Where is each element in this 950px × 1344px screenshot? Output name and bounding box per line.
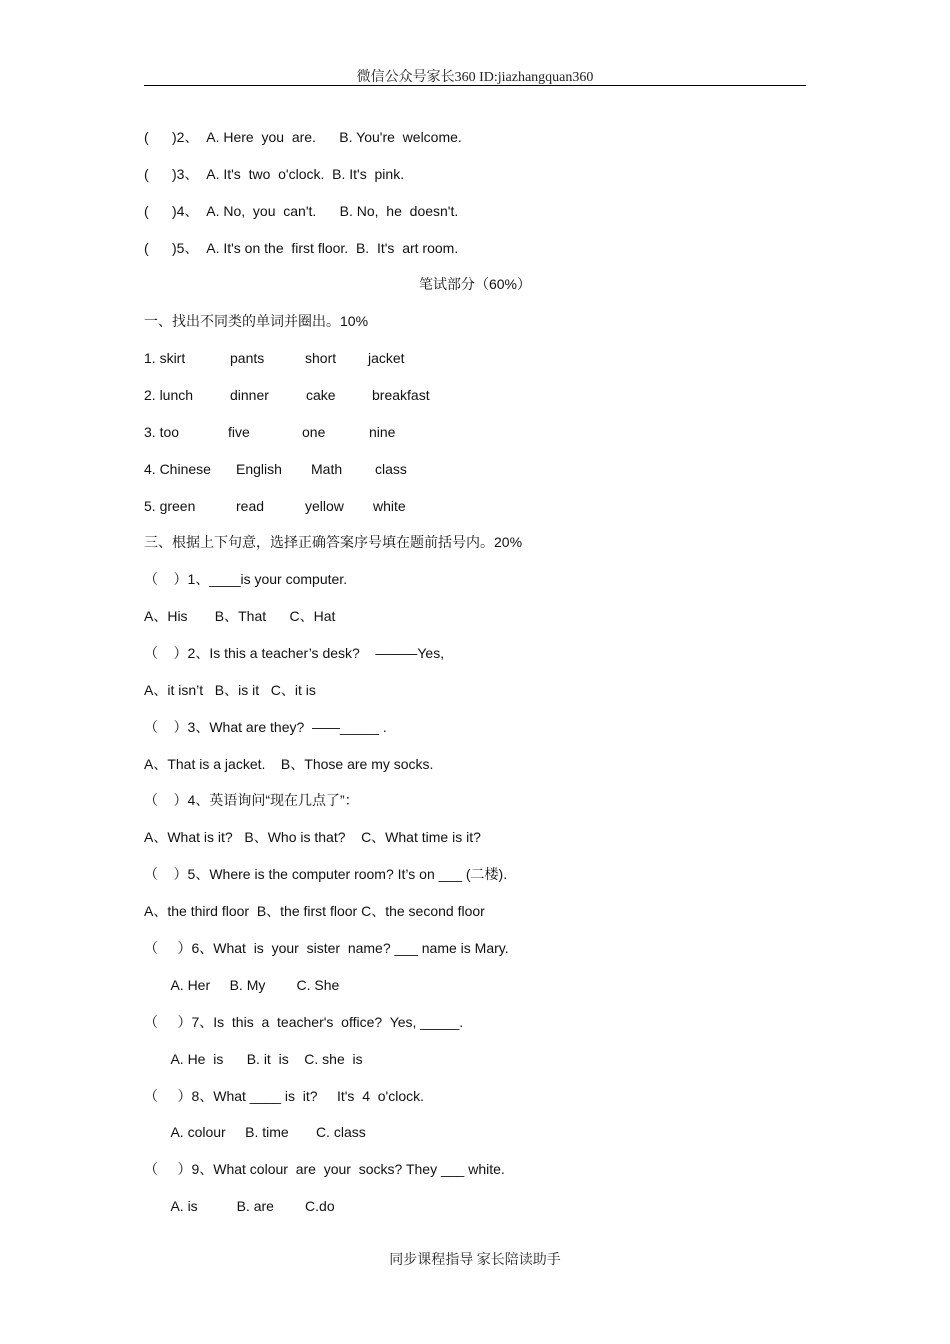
word-cell: short xyxy=(305,350,337,366)
word-cell: Math xyxy=(311,461,343,477)
word-cell: five xyxy=(228,424,250,440)
question-line: （ ）7、Is this a teacher's office? Yes, _____. xyxy=(144,1014,464,1030)
word-cell: English xyxy=(236,461,282,477)
question-line: （ ）9、What colour are your socks? They ___ white. xyxy=(144,1161,505,1177)
options-line: A. colour B. time C. class xyxy=(144,1124,366,1140)
word-cell: 1. skirt xyxy=(144,350,186,366)
listening-item: ( )2、 A. Here you are. B. You're welcome. xyxy=(144,129,462,145)
section3-title: 三、根据上下句意，选择正确答案序号填在题前括号内。20% xyxy=(144,534,523,550)
page-header: 微信公众号家长360 ID:jiazhangquan360 xyxy=(356,70,594,85)
word-cell: yellow xyxy=(305,498,344,514)
word-cell: breakfast xyxy=(372,387,430,403)
word-cell: white xyxy=(373,498,406,514)
options-line: A、it isn’t B、is it C、it is xyxy=(144,682,316,698)
options-line: A. He is B. it is C. she is xyxy=(144,1051,363,1067)
word-cell: cake xyxy=(306,387,336,403)
word-cell: class xyxy=(375,461,407,477)
word-cell: 5. green xyxy=(144,498,196,514)
options-line: A、What is it? B、Who is that? C、What time is it? xyxy=(144,829,481,845)
word-cell: pants xyxy=(230,350,265,366)
word-cell: nine xyxy=(369,424,396,440)
question-line: （ ）3、What are they? ——_____ . xyxy=(144,719,387,735)
page-footer: 同步课程指导 家长陪读助手 xyxy=(389,1253,561,1268)
question-line: （ ）8、What ____ is it? It's 4 o'clock. xyxy=(144,1088,424,1104)
options-line: A、That is a jacket. B、Those are my socks. xyxy=(144,756,434,772)
word-cell: 2. lunch xyxy=(144,387,194,403)
options-line: A、His B、That C、Hat xyxy=(144,608,336,624)
word-cell: 3. too xyxy=(144,424,180,440)
word-cell: one xyxy=(302,424,326,440)
question-line: （ ）6、What is your sister name? ___ name is Mary. xyxy=(144,940,509,956)
listening-item: ( )5、 A. It's on the first floor. B. It's art room. xyxy=(144,240,459,256)
word-cell: dinner xyxy=(230,387,269,403)
question-line: （ ）5、Where is the computer room? It’s on ___ (二楼). xyxy=(144,866,508,882)
options-line: A、the third floor B、the first floor C、the second floor xyxy=(144,903,485,919)
written-section-title: 笔试部分（60%） xyxy=(418,276,532,292)
word-cell: read xyxy=(236,498,265,514)
options-line: A. is B. are C.do xyxy=(144,1198,335,1214)
question-line: （ ）2、Is this a teacher’s desk? ———Yes, xyxy=(144,645,445,661)
question-line: （ ）1、____is your computer. xyxy=(144,571,348,587)
question-line: （ ）4、英语询问“现在几点了”： xyxy=(144,792,359,808)
section1-title: 一、找出不同类的单词并圈出。10% xyxy=(144,313,369,329)
listening-item: ( )4、 A. No, you can't. B. No, he doesn't. xyxy=(144,203,459,219)
word-cell: jacket xyxy=(368,350,405,366)
word-cell: 4. Chinese xyxy=(144,461,211,477)
header-rule xyxy=(144,85,806,86)
listening-item: ( )3、 A. It's two o'clock. B. It's pink. xyxy=(144,166,405,182)
options-line: A. Her B. My C. She xyxy=(144,977,340,993)
